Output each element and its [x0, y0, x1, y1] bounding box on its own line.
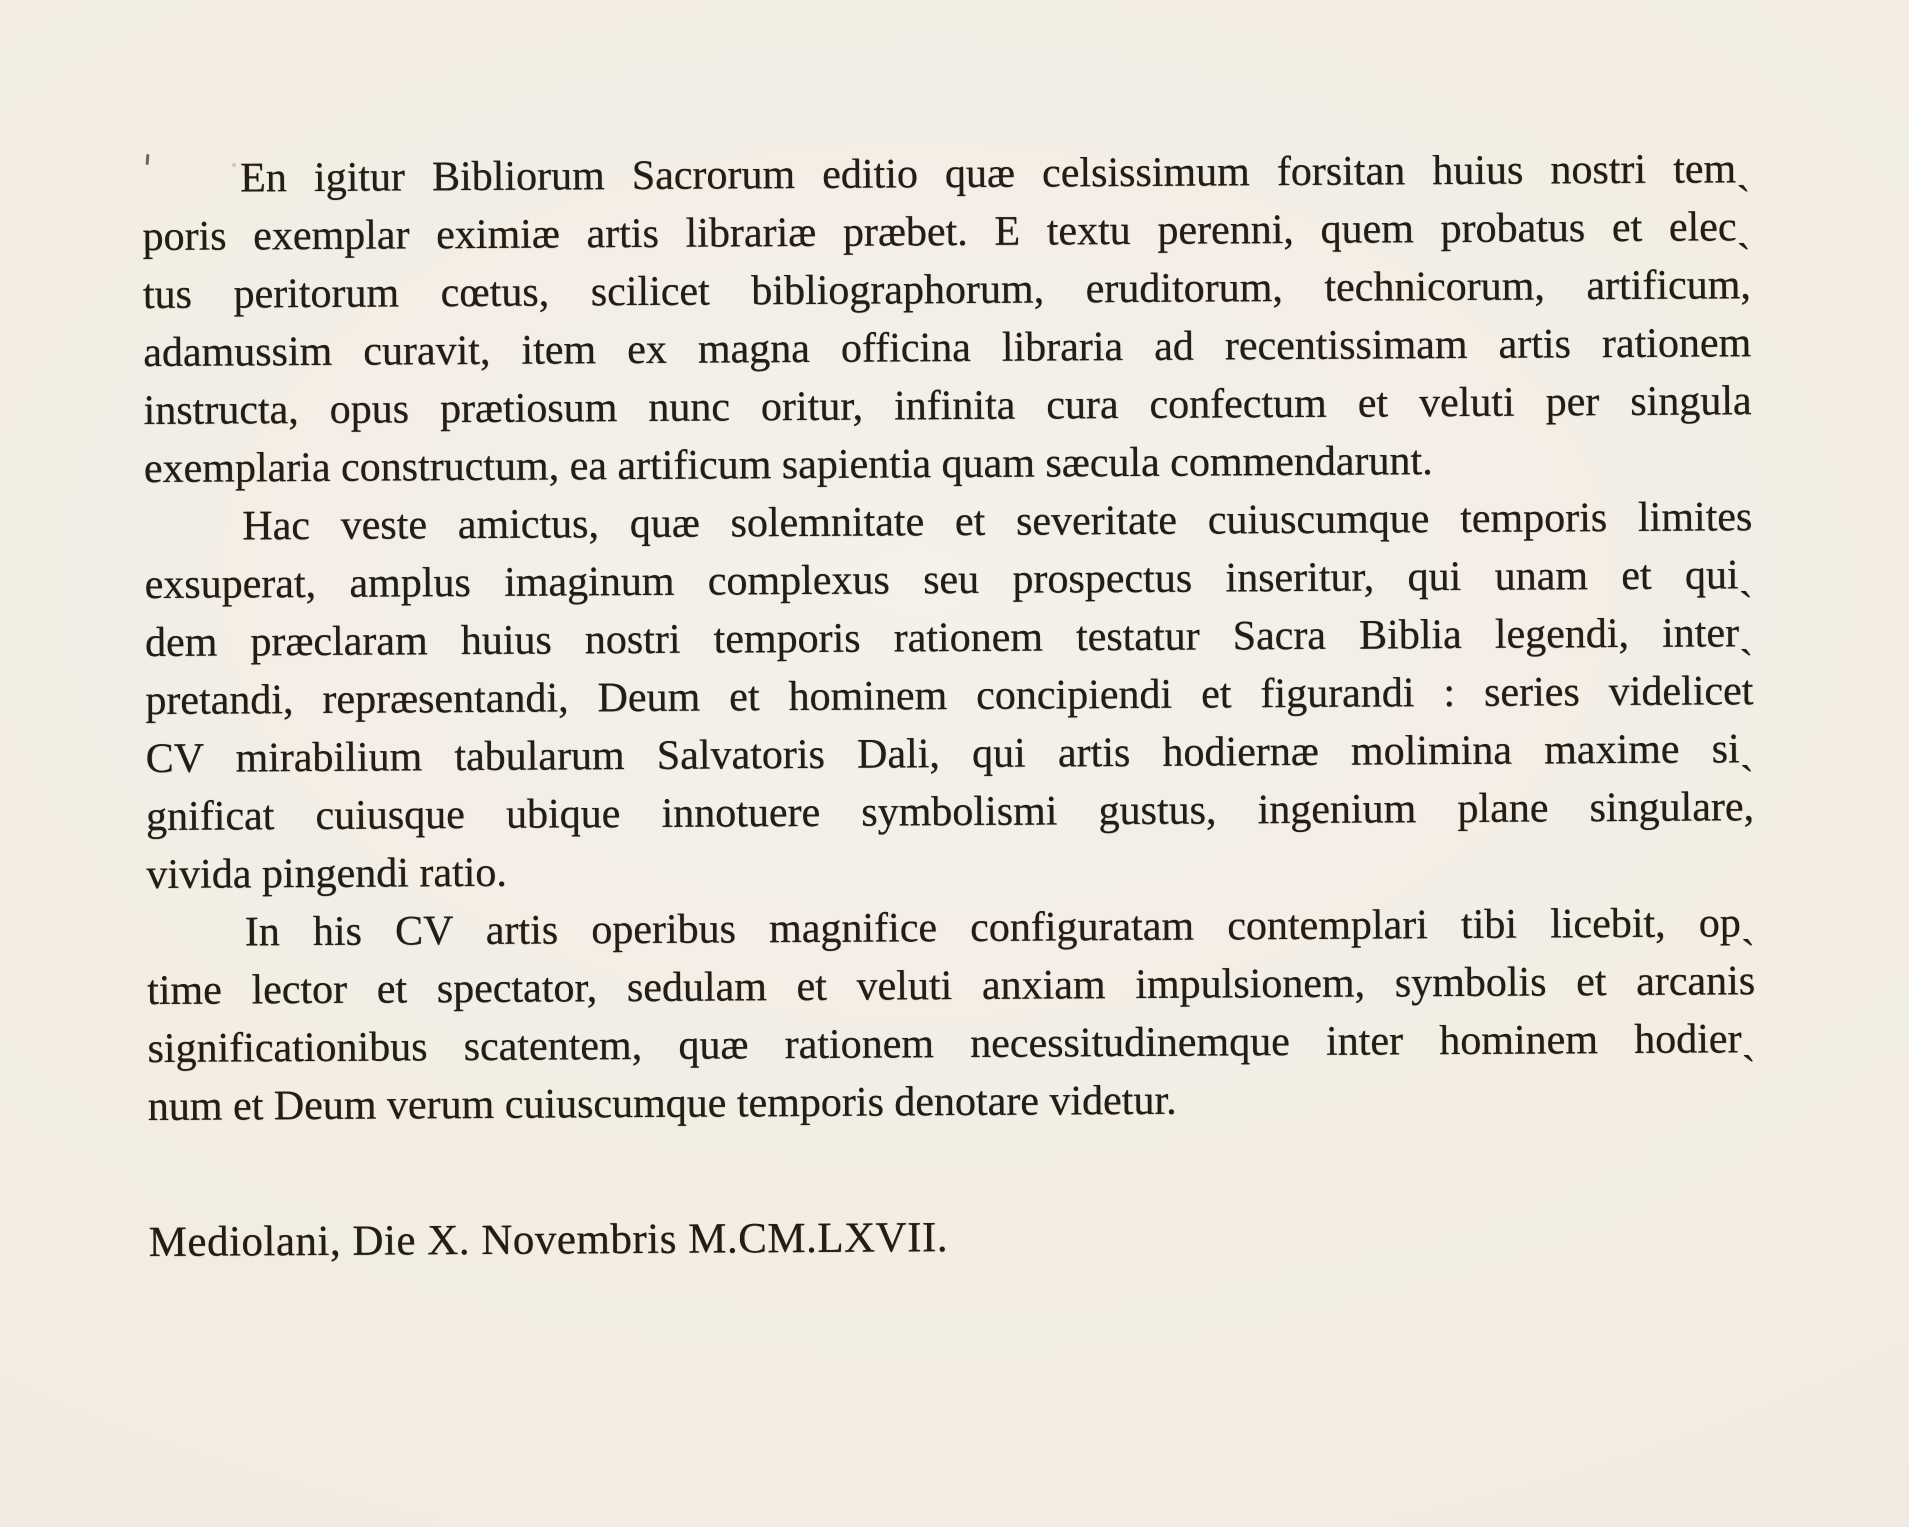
text-line: pretandi, repræsentandi, Deum et hominem concipiendi et figurandi : series videlicet [145, 668, 1754, 724]
text-line: CV mirabilium tabularum Salvatoris Dali, qui artis hodiernæ molimina maxime siˏ [145, 726, 1754, 782]
text-line: tus peritorum cœtus, scilicet bibliographorum, eruditorum, technicorum, artificum, [142, 262, 1751, 318]
text-line: significationibus scatentem, quæ rationem necessitudinemque inter hominem hodierˏ [147, 1016, 1756, 1072]
text-line: dem præclaram huius nostri temporis rationem testatur Sacra Biblia legendi, interˏ [144, 610, 1754, 666]
text-line: time lector et spectator, sedulam et veluti anxiam impulsionem, symbolis et arcanis [146, 958, 1756, 1014]
text-line: instructa, opus prætiosum nunc oritur, infinita cura confectum et veluti per singula [143, 378, 1752, 434]
text-line: Hac veste amictus, quæ solemnitate et severitate cuiuscumque temporis limites [242, 494, 1753, 550]
paragraph-3 [147, 894, 1756, 1136]
text-block [142, 140, 1757, 1272]
text-line: In his CV artis operibus magnifice configuratam contemplari tibi licebit, opˏ [244, 900, 1755, 956]
text-line: gnificat cuiusque ubique innotuere symbolismi gustus, ingenium plane singulare, [145, 784, 1755, 840]
text-line: num et Deum verum cuiuscumque temporis denotare videtur. [147, 1077, 1177, 1130]
paragraph-1 [142, 140, 1752, 498]
text-line: exemplaria constructum, ea artificum sapientia quam sæcula commendarunt. [143, 438, 1433, 492]
dateline: Mediolani, Die X. Novembris M.CM.LXVII. [148, 1214, 949, 1266]
paragraph-2 [144, 488, 1754, 904]
text-line: exsuperat, amplus imaginum complexus seu prospectus inseritur, qui unam et quiˏ [144, 552, 1753, 608]
text-line: adamussim curavit, item ex magna officina libraria ad recentissimam artis rationem [143, 320, 1752, 376]
text-line: vivida pingendi ratio. [146, 849, 508, 898]
text-line: poris exemplar eximiæ artis librariæ præbet. E textu perenni, quem probatus et elecˏ [142, 204, 1751, 260]
text-line: En igitur Bibliorum Sacrorum editio quæ celsissimum forsitan huius nostri temˏ [240, 146, 1751, 202]
